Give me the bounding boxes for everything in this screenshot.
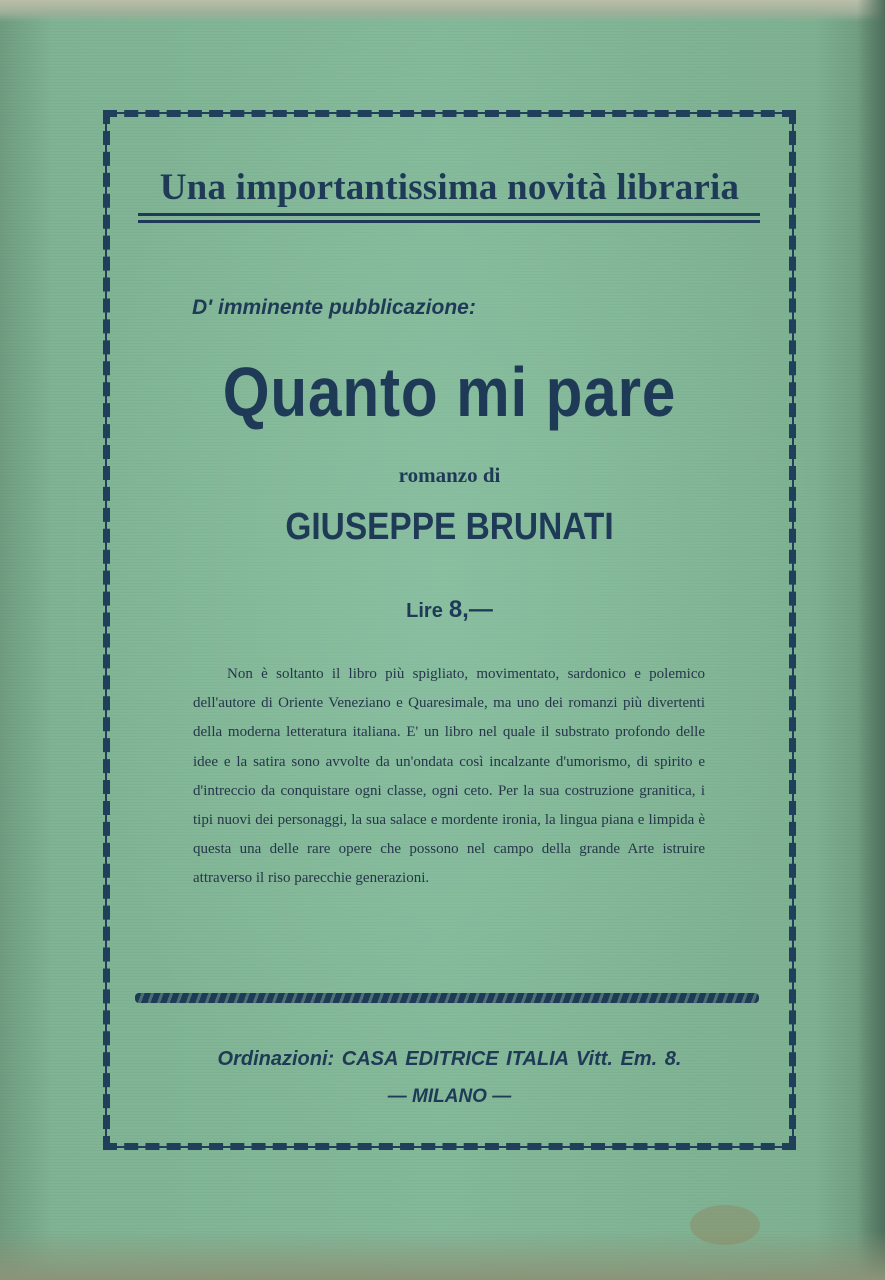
description-paragraph: Non è soltanto il libro più spigliato, movimentato, sardonico e polemico dell'autore di Oriente Veneziano e Quaresimale, ma uno dei romanzi più divertenti della moderna letteratura italiana. E' un libro nel quale il substrato profondo delle idee e la satira sono avvolte da un'ondata così incalzante d'umorismo, di spirito e d'intreccio da conquistare ogni classe, ogni ceto. Per la sua costruzione granitica, i tipi nuovi dei personaggi, la sua salace e mordente ironia, la lingua piana e limpida è questa una delle rare opere che possono nel campo della grande Arte istruire attraverso il riso parecchie generazioni. xyxy=(193,666,705,887)
orders-city: — MILANO — xyxy=(387,1086,512,1107)
paper-stain xyxy=(690,1205,760,1245)
book-byline: romanzo di xyxy=(398,463,501,487)
book-description xyxy=(193,660,705,894)
chain-divider xyxy=(135,993,759,1003)
worn-right-edge xyxy=(857,0,885,1280)
orders-publisher: CASA EDITRICE ITALIA Vitt. Em. 8. xyxy=(341,1048,682,1070)
price xyxy=(103,596,796,624)
orders-line xyxy=(103,1048,796,1071)
orders-label: Ordinazioni: xyxy=(217,1048,335,1070)
announcement: D' imminente pubblicazione: xyxy=(192,296,476,319)
book-title: Quanto mi pare xyxy=(222,353,677,431)
price-label: Lire xyxy=(406,600,443,622)
price-value: 8,— xyxy=(448,596,493,623)
headline-rule-top xyxy=(138,213,760,216)
headline-rule-bottom xyxy=(138,220,760,223)
headline: Una importantissima novità libraria xyxy=(159,167,740,208)
book-author: GIUSEPPE BRUNATI xyxy=(285,506,614,548)
worn-top-edge xyxy=(0,0,885,22)
